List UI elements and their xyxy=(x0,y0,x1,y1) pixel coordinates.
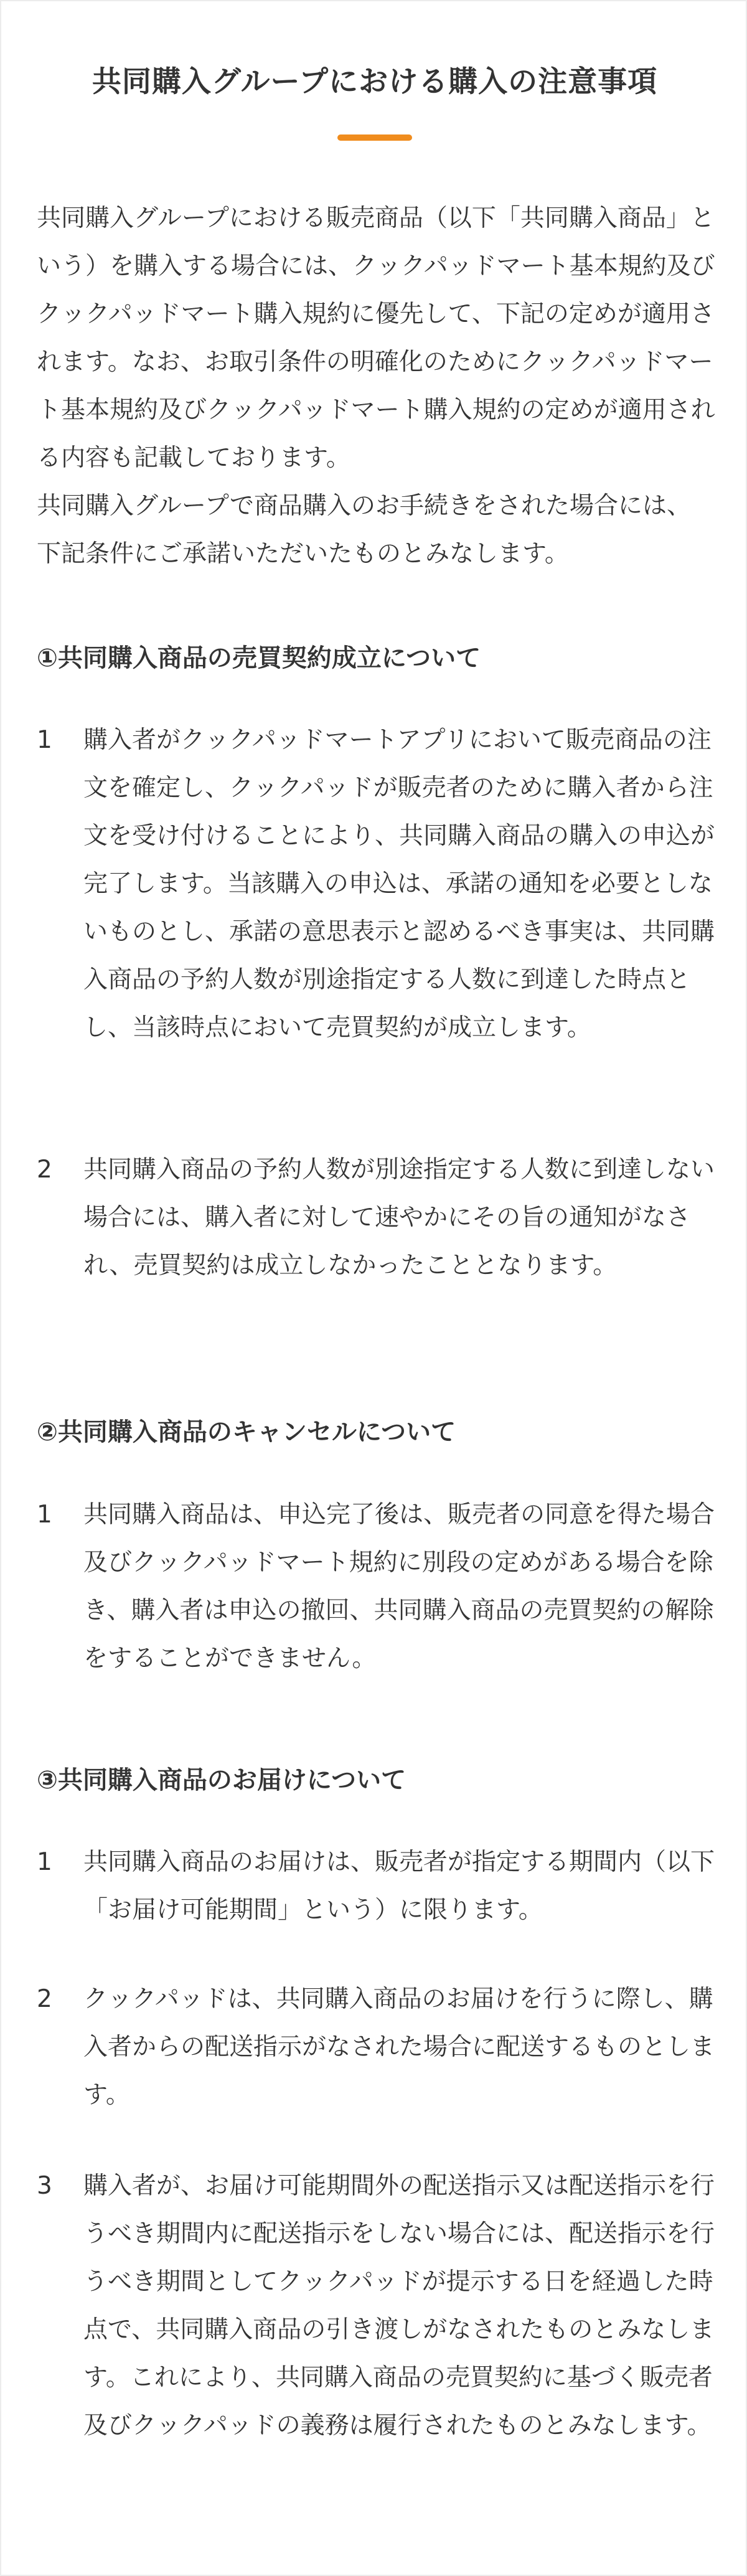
item-number: 2 xyxy=(37,1985,52,2013)
list-item xyxy=(37,1146,715,1290)
item-number: 3 xyxy=(37,2172,52,2200)
item-number: 1 xyxy=(37,1848,52,1876)
item-text: 購入者がクックパッドマートアプリにおいて販売商品の注文を確定し、クックパッドが販売者のために購入者から注文を受け付けることにより、共同購入商品の購入の申込が完了します。当該購入の申込は、承諾の通知を必要としないものとし、承諾の意思表示と認めるべき事実は、共同購入商品の予約人数が別途指定する人数に到達した時点とし、当該時点において売買契約が成立します。 xyxy=(83,726,715,1042)
title-underline xyxy=(337,134,412,141)
item-text: クックパッドは、共同購入商品のお届けを行うに際し、購入者からの配送指示がなされた場合に配送するものとします。 xyxy=(83,1985,715,2109)
item-text: 共同購入商品のお届けは、販売者が指定する期間内（以下「お届け可能期間」という）に限ります。 xyxy=(83,1848,715,1924)
list-item xyxy=(37,1975,715,2119)
item-number: 1 xyxy=(37,1501,52,1529)
item-text: 購入者が、お届け可能期間外の配送指示又は配送指示を行うべき期間内に配送指示をしない場合には、配送指示を行うべき期間としてクックパッドが提示する日を経過した時点で、共同購入商品の引き渡しがなされたものとみなします。これにより、共同購入商品の売買契約に基づく販売者及びクックパッドの義務は履行されたものとみなします。 xyxy=(83,2172,715,2440)
intro xyxy=(37,194,715,578)
list-item xyxy=(37,1491,715,1682)
section-heading: ③共同購入商品のお届けについて xyxy=(37,1766,406,1795)
list-item xyxy=(37,2162,715,2450)
list-item xyxy=(37,716,715,1052)
item-number: 2 xyxy=(37,1156,52,1184)
item-number: 1 xyxy=(37,726,52,754)
page-title: 共同購入グループにおける購入の注意事項 xyxy=(92,65,658,99)
section-heading: ②共同購入商品のキャンセルについて xyxy=(37,1418,456,1446)
intro-paragraph: 共同購入グループにおける販売商品（以下「共同購入商品」という）を購入する場合には、クックパッドマート基本規約及びクックパッドマート購入規約に優先して、下記の定めが適用されます。なお、お取引条件の明確化のためにクックパッドマート基本規約及びクックパッドマート購入規約の定めが適用される内容も記載しております。 xyxy=(37,204,715,472)
item-text: 共同購入商品は、申込完了後は、販売者の同意を得た場合及びクックパッドマート規約に別段の定めがある場合を除き、購入者は申込の撤回、共同購入商品の売買契約の解除をすることができません。 xyxy=(83,1501,715,1673)
intro-paragraph: 共同購入グループで商品購入のお手続きをされた場合には、下記条件にご承諾いただいたものとみなします。 xyxy=(37,492,692,568)
section-heading: ①共同購入商品の売買契約成立について xyxy=(37,644,481,672)
item-text: 共同購入商品の予約人数が別途指定する人数に到達しない場合には、購入者に対して速やかにその旨の通知がなされ、売買契約は成立しなかったこととなります。 xyxy=(83,1156,715,1280)
list-item xyxy=(37,1838,715,1934)
